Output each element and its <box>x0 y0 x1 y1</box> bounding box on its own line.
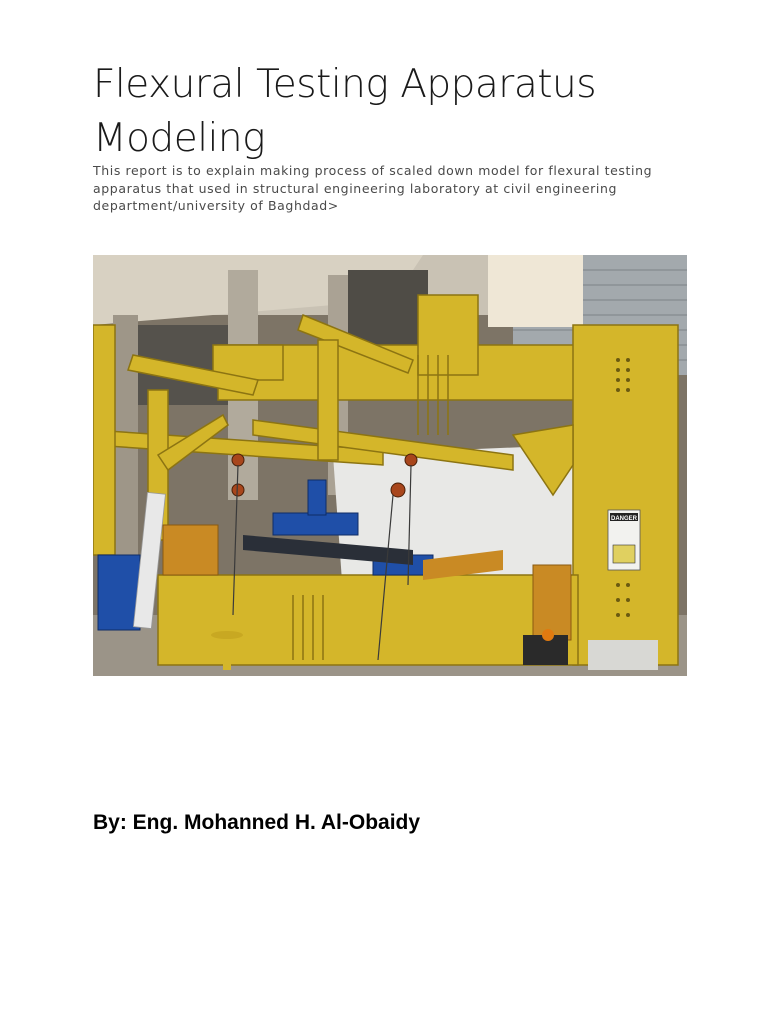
document-description: This report is to explain making process of scaled down model for flexural testing apparatus that used in structural engineering laboratory at civil engineering department/university of Baghdad> <box>93 163 653 213</box>
document-title: Flexural Testing Apparatus Modeling <box>93 62 597 161</box>
danger-sign-text: DANGER <box>610 516 638 522</box>
document-author: By: Eng. Mohanned H. Al-Obaidy <box>93 811 421 834</box>
apparatus-photo <box>93 255 687 676</box>
